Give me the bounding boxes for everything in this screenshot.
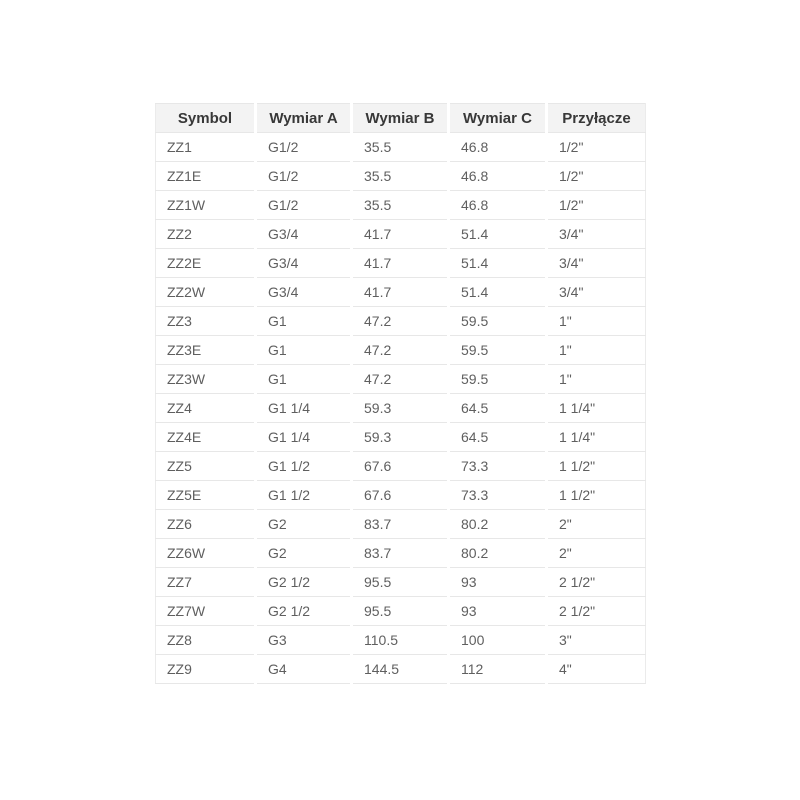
table-cell: 73.3 (449, 452, 547, 481)
table-cell: 95.5 (352, 597, 449, 626)
table-cell: 67.6 (352, 452, 449, 481)
table-cell: G4 (256, 655, 352, 684)
table-cell: 2" (547, 510, 646, 539)
table-cell: ZZ5 (156, 452, 256, 481)
table-cell: ZZ3W (156, 365, 256, 394)
table-cell: 35.5 (352, 191, 449, 220)
table-cell: 51.4 (449, 220, 547, 249)
table-cell: ZZ3E (156, 336, 256, 365)
table-cell: G1/2 (256, 162, 352, 191)
table-cell: 64.5 (449, 394, 547, 423)
table-cell: 46.8 (449, 191, 547, 220)
table-cell: G1 1/2 (256, 481, 352, 510)
table-cell: 1/2" (547, 133, 646, 162)
table-cell: G3/4 (256, 249, 352, 278)
spec-table-body (156, 133, 646, 684)
table-cell: 51.4 (449, 278, 547, 307)
table-cell: ZZ2W (156, 278, 256, 307)
table-cell: G3/4 (256, 278, 352, 307)
table-cell: 1 1/2" (547, 452, 646, 481)
table-cell: 80.2 (449, 539, 547, 568)
table-row (156, 307, 646, 336)
table-cell: ZZ1E (156, 162, 256, 191)
table-cell: ZZ4E (156, 423, 256, 452)
column-header-4: Wymiar C (449, 104, 547, 133)
table-cell: 3" (547, 626, 646, 655)
table-cell: 93 (449, 568, 547, 597)
table-cell: 144.5 (352, 655, 449, 684)
table-cell: G1 (256, 365, 352, 394)
table-cell: 100 (449, 626, 547, 655)
table-cell: ZZ4 (156, 394, 256, 423)
table-cell: G1 1/2 (256, 452, 352, 481)
spec-table-head (156, 104, 646, 133)
table-cell: G3 (256, 626, 352, 655)
table-cell: 1" (547, 365, 646, 394)
table-cell: ZZ7W (156, 597, 256, 626)
table-cell: ZZ9 (156, 655, 256, 684)
table-cell: 83.7 (352, 539, 449, 568)
table-row (156, 626, 646, 655)
table-cell: ZZ2E (156, 249, 256, 278)
table-cell: G3/4 (256, 220, 352, 249)
table-cell: 3/4" (547, 220, 646, 249)
table-row (156, 568, 646, 597)
table-cell: 1" (547, 336, 646, 365)
table-cell: 46.8 (449, 162, 547, 191)
table-row (156, 510, 646, 539)
table-cell: 59.3 (352, 423, 449, 452)
column-header-1: Symbol (156, 104, 256, 133)
table-cell: 59.5 (449, 365, 547, 394)
column-header-2: Wymiar A (256, 104, 352, 133)
table-row (156, 278, 646, 307)
table-cell: G1 1/4 (256, 423, 352, 452)
table-cell: G1 1/4 (256, 394, 352, 423)
table-cell: ZZ5E (156, 481, 256, 510)
spec-table (155, 103, 646, 684)
table-cell: 46.8 (449, 133, 547, 162)
table-cell: 2 1/2" (547, 568, 646, 597)
table-row (156, 220, 646, 249)
table-cell: 41.7 (352, 278, 449, 307)
table-cell: 51.4 (449, 249, 547, 278)
table-row (156, 365, 646, 394)
table-cell: ZZ2 (156, 220, 256, 249)
table-row (156, 597, 646, 626)
table-cell: 112 (449, 655, 547, 684)
table-row (156, 249, 646, 278)
table-cell: 41.7 (352, 249, 449, 278)
table-cell: 3/4" (547, 278, 646, 307)
table-cell: 59.3 (352, 394, 449, 423)
table-cell: 47.2 (352, 336, 449, 365)
table-row (156, 394, 646, 423)
table-cell: 1" (547, 307, 646, 336)
table-row (156, 539, 646, 568)
table-cell: 47.2 (352, 365, 449, 394)
table-cell: ZZ6W (156, 539, 256, 568)
table-cell: 2 1/2" (547, 597, 646, 626)
table-cell: G2 1/2 (256, 568, 352, 597)
table-row (156, 452, 646, 481)
table-row (156, 133, 646, 162)
table-cell: 4" (547, 655, 646, 684)
table-cell: G2 (256, 539, 352, 568)
table-cell: 80.2 (449, 510, 547, 539)
table-cell: ZZ3 (156, 307, 256, 336)
table-cell: 95.5 (352, 568, 449, 597)
table-cell: G1/2 (256, 133, 352, 162)
table-row (156, 191, 646, 220)
table-cell: 3/4" (547, 249, 646, 278)
table-cell: 59.5 (449, 336, 547, 365)
table-cell: 1/2" (547, 191, 646, 220)
table-cell: 35.5 (352, 133, 449, 162)
table-cell: 2" (547, 539, 646, 568)
table-cell: 110.5 (352, 626, 449, 655)
table-cell: 47.2 (352, 307, 449, 336)
table-cell: 41.7 (352, 220, 449, 249)
table-row (156, 162, 646, 191)
table-cell: 1/2" (547, 162, 646, 191)
column-header-5: Przyłącze (547, 104, 646, 133)
table-row (156, 481, 646, 510)
table-cell: 1 1/4" (547, 423, 646, 452)
column-header-3: Wymiar B (352, 104, 449, 133)
table-cell: G1/2 (256, 191, 352, 220)
table-cell: G1 (256, 336, 352, 365)
table-cell: ZZ1W (156, 191, 256, 220)
table-cell: 1 1/2" (547, 481, 646, 510)
table-cell: G1 (256, 307, 352, 336)
table-row (156, 655, 646, 684)
table-cell: ZZ6 (156, 510, 256, 539)
table-cell: G2 (256, 510, 352, 539)
table-cell: 83.7 (352, 510, 449, 539)
table-cell: ZZ1 (156, 133, 256, 162)
table-cell: 73.3 (449, 481, 547, 510)
table-cell: 1 1/4" (547, 394, 646, 423)
spec-table-header-row (156, 104, 646, 133)
table-row (156, 336, 646, 365)
table-cell: ZZ8 (156, 626, 256, 655)
table-row (156, 423, 646, 452)
table-cell: 93 (449, 597, 547, 626)
table-cell: 35.5 (352, 162, 449, 191)
table-cell: 67.6 (352, 481, 449, 510)
table-cell: 64.5 (449, 423, 547, 452)
table-cell: G2 1/2 (256, 597, 352, 626)
spec-table-wrap (155, 103, 646, 684)
table-cell: 59.5 (449, 307, 547, 336)
table-cell: ZZ7 (156, 568, 256, 597)
